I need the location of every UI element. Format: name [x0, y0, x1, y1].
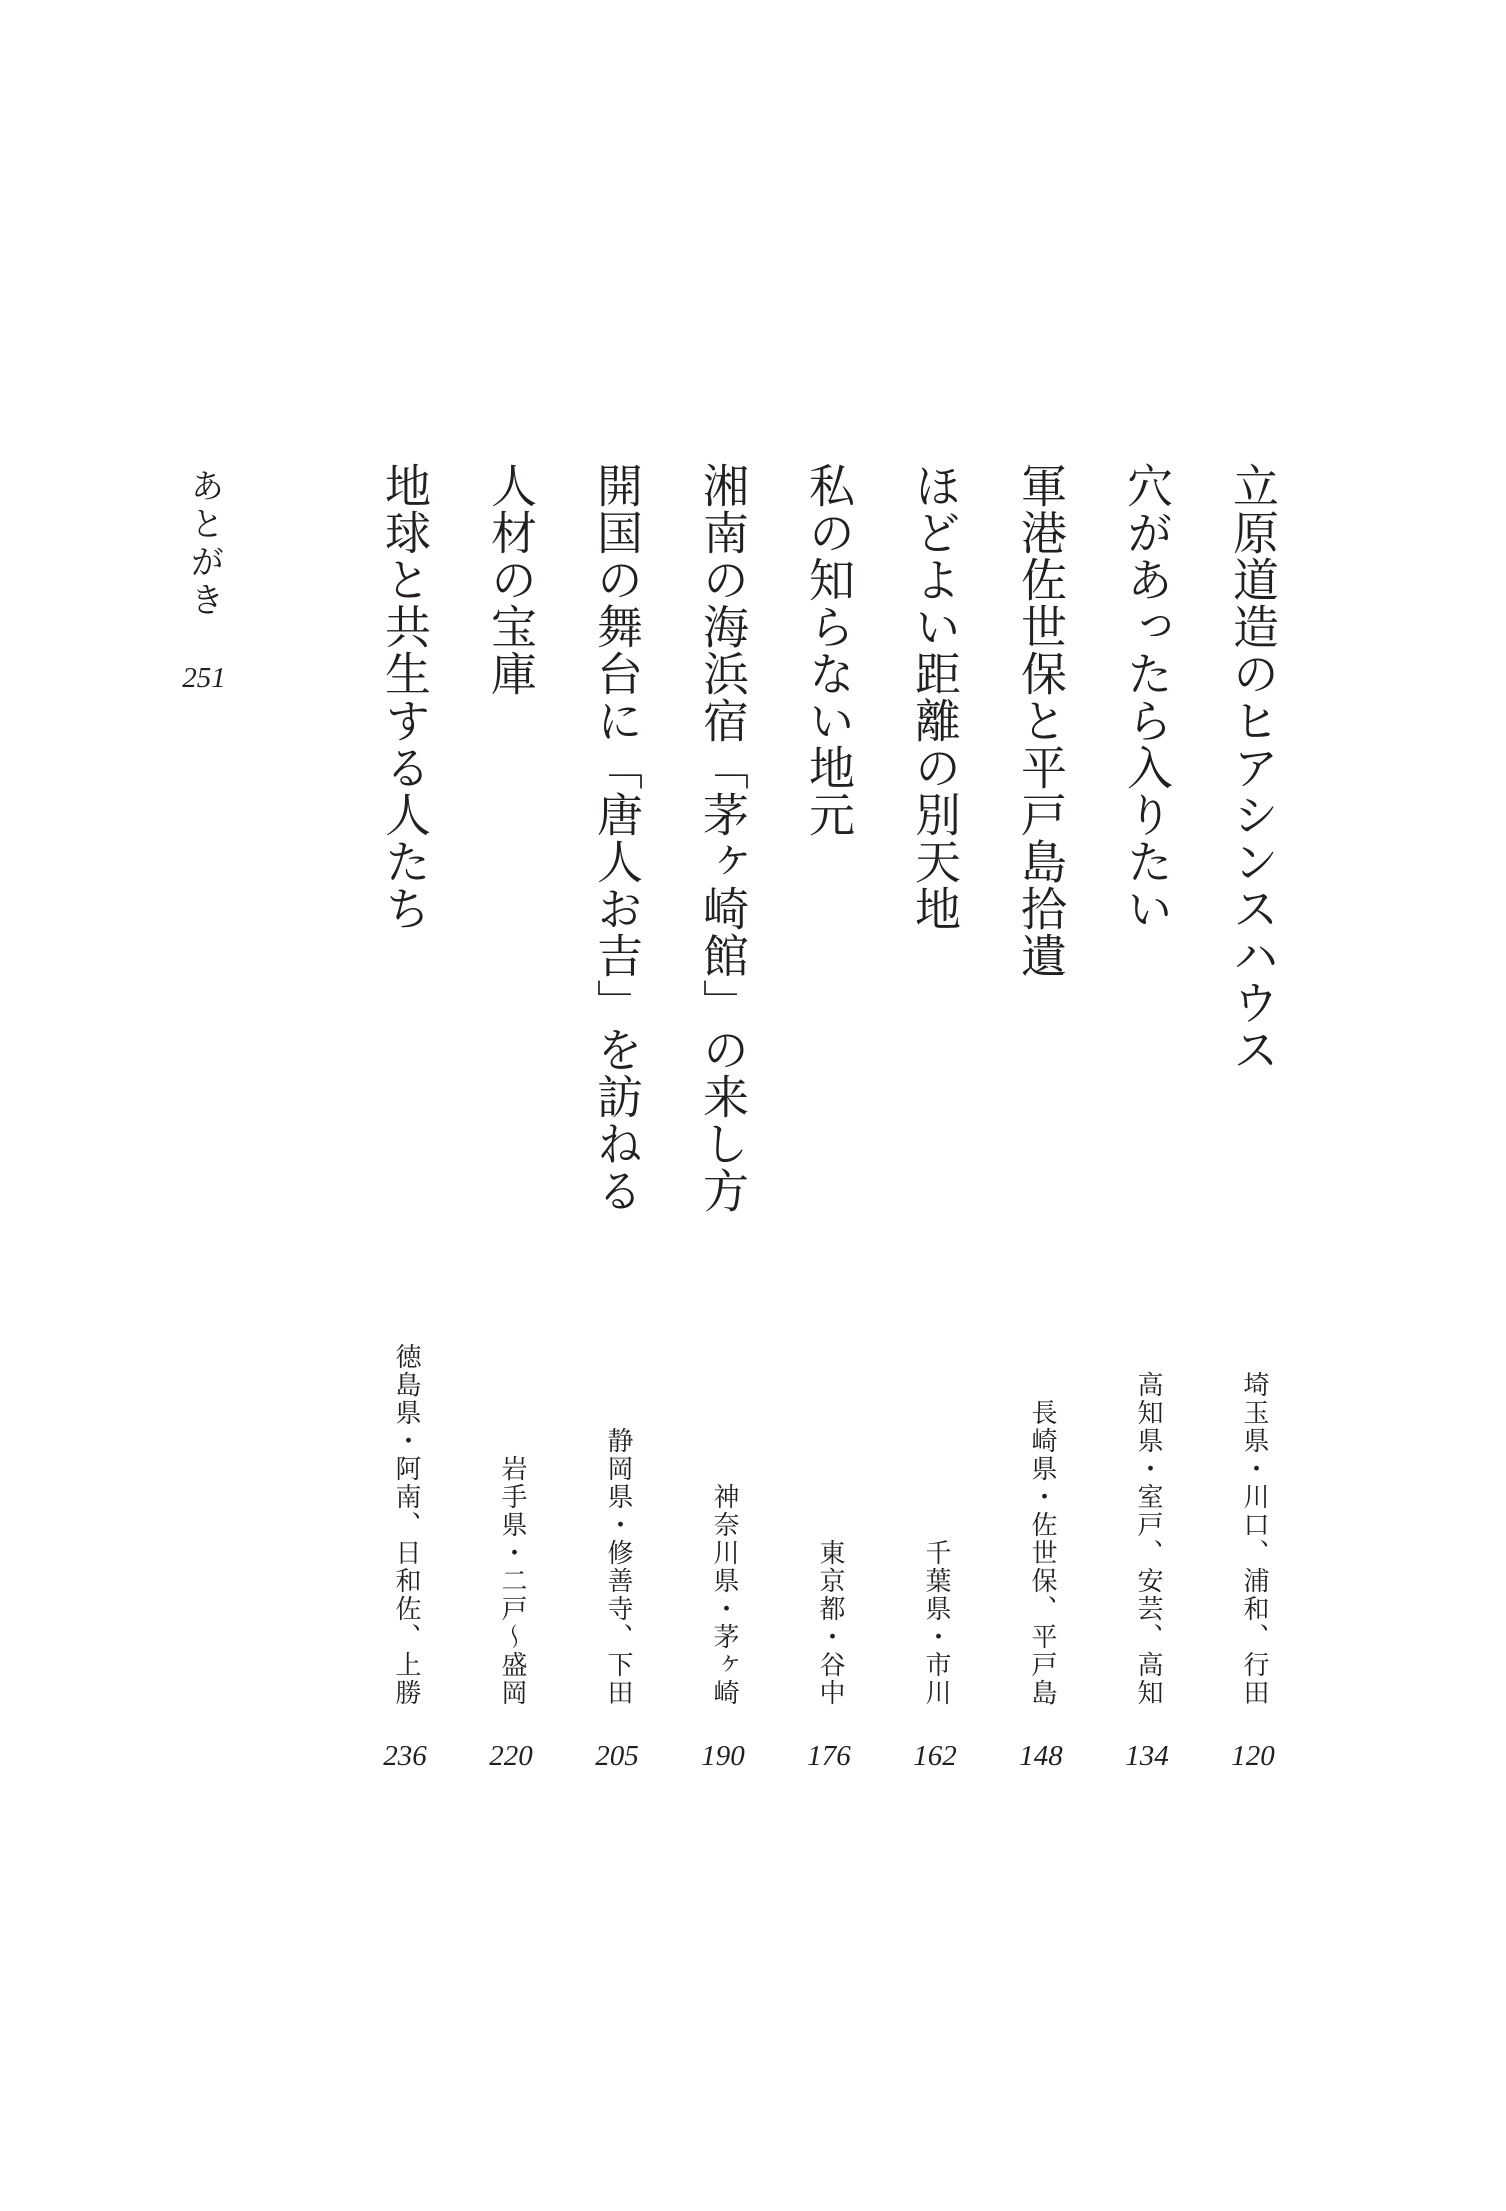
- chapter-page-number: 236: [383, 1740, 427, 1772]
- chapter-location: 東京都・谷中: [815, 1539, 845, 1707]
- chapter-title: 地球と共生する人たち: [378, 462, 432, 932]
- chapter-page-number: 148: [1019, 1740, 1063, 1772]
- chapter-title: 私の知らない地元: [802, 462, 856, 838]
- afterword-title: あとがき: [184, 468, 224, 620]
- chapter-title: 立原道造のヒアシンスハウス: [1226, 462, 1280, 1073]
- chapter-page-number: 134: [1125, 1740, 1169, 1772]
- chapter-page-number: 162: [913, 1740, 957, 1772]
- chapter-page-number: 176: [807, 1740, 851, 1772]
- chapter-location: 徳島県・阿南、日和佐、上勝: [391, 1343, 421, 1707]
- chapter-page-number: 220: [489, 1740, 533, 1772]
- chapter-title: ほどよい距離の別天地: [908, 462, 962, 932]
- afterword-page-number: 251: [182, 662, 226, 694]
- chapter-title: 湘南の海浜宿「茅ヶ崎館」の来し方: [696, 462, 750, 1214]
- chapter-location: 高知県・室戸、安芸、高知: [1133, 1371, 1163, 1707]
- chapter-page-number: 190: [701, 1740, 745, 1772]
- chapter-location: 千葉県・市川: [921, 1539, 951, 1707]
- chapter-location: 長崎県・佐世保、平戸島: [1027, 1399, 1057, 1707]
- chapter-location: 埼玉県・川口、浦和、行田: [1239, 1371, 1269, 1707]
- chapter-page-number: 120: [1231, 1740, 1275, 1772]
- chapter-title: 開国の舞台に「唐人お吉」を訪ねる: [590, 462, 644, 1214]
- chapter-title: 軍港佐世保と平戸島拾遺: [1014, 462, 1068, 979]
- chapter-title: 穴があったら入りたい: [1120, 462, 1174, 932]
- chapter-page-number: 205: [595, 1740, 639, 1772]
- chapter-location: 岩手県・二戸～盛岡: [497, 1455, 527, 1707]
- chapter-title: 人材の宝庫: [484, 462, 538, 697]
- chapter-location: 静岡県・修善寺、下田: [603, 1427, 633, 1707]
- chapter-location: 神奈川県・茅ヶ崎: [709, 1483, 739, 1707]
